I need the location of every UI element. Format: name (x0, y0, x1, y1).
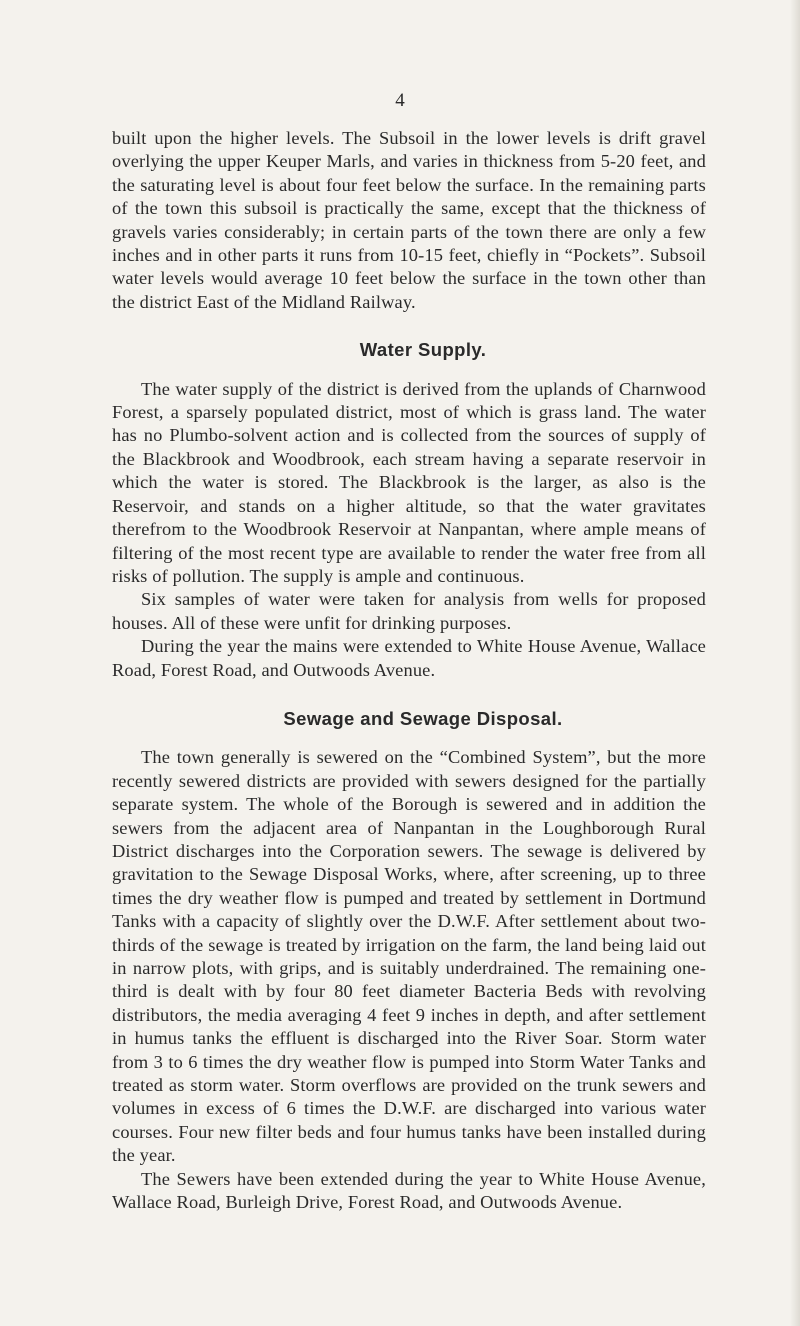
mains-extension-paragraph: During the year the mains were extended to White House Avenue, Wallace Road, Forest Road, and Outwoods Avenue. (112, 636, 706, 680)
page-content (112, 127, 706, 1214)
sewers-extension-paragraph: The Sewers have been extended during the year to White House Avenue, Wallace Road, Burleigh Drive, Forest Road, and Outwoods Avenue. (112, 1168, 706, 1213)
water-supply-heading: Water Supply. (359, 339, 487, 361)
water-samples-paragraph: Six samples of water were taken for analysis from wells for proposed houses. All of these were unfit for drinking purposes. (112, 589, 706, 633)
intro-paragraph: built upon the higher levels. The Subsoil in the lower levels is drift gravel overlying the upper Keuper Marls, and varies in thickness from 5-20 feet, and the saturating level is about four feet below the surface. In the remaining parts of the town this subsoil is practically the same, except that the thickness of gravels varies considerably; in certain parts of the town there are only a few inches and in other parts it runs from 10-15 feet, chiefly in “Pockets”. Subsoil water levels would average 10 feet below the surface in the town other than the district East of the Midland Railway. (112, 128, 706, 312)
sewage-heading: Sewage and Sewage Disposal. (283, 707, 563, 729)
page-number: 4 (395, 90, 405, 111)
sewage-paragraph: The town generally is sewered on the “Combined System”, but the more recently sewered districts are provided with sewers designed for the partially separate system. The whole of the Borough is sewered and in addition the sewers from the adjacent area of Nanpantan in the Loughborough Rural District discharges into the Corporation sewers. The sewage is delivered by gravitation to the Sewage Disposal Works, where, after screening, up to three times the dry weather flow is pumped and treated by settlement in Dortmund Tanks with a capacity of slightly over the D.W.F. After settlement about two-thirds of the sewage is treated by irrigation on the farm, the land being laid out in narrow plots, with grips, and is suitably underdrained. The remaining one-third is dealt with by four 80 feet diameter Bacteria Beds with revolving distributors, the media averaging 4 feet 9 inches in depth, and after settlement in humus tanks the effluent is discharged into the River Soar. Storm water from 3 to 6 times the dry weather flow is pumped into Storm Water Tanks and treated as storm water. Storm overflows are provided on the trunk sewers and volumes in excess of 6 times the D.W.F. are discharged into various water courses. Four new filter beds and four humus tanks have been installed during the year. (112, 747, 706, 1166)
page-edge-shadow (790, 0, 800, 1326)
water-supply-paragraph: The water supply of the district is derived from the uplands of Charnwood Forest, a sparsely populated district, most of which is grass land. The water has no Plumbo-solvent action and is collected from the sources of supply of the Blackbrook and Woodbrook, each stream having a separate reservoir in which the water is stored. The Blackbrook is the larger, as also is the Reservoir, and stands on a higher altitude, so that the water gravitates therefrom to the Woodbrook Reservoir at Nanpantan, where ample means of filtering of the most recent type are available to render the water free from all risks of pollution. The supply is ample and continuous. (112, 378, 706, 586)
